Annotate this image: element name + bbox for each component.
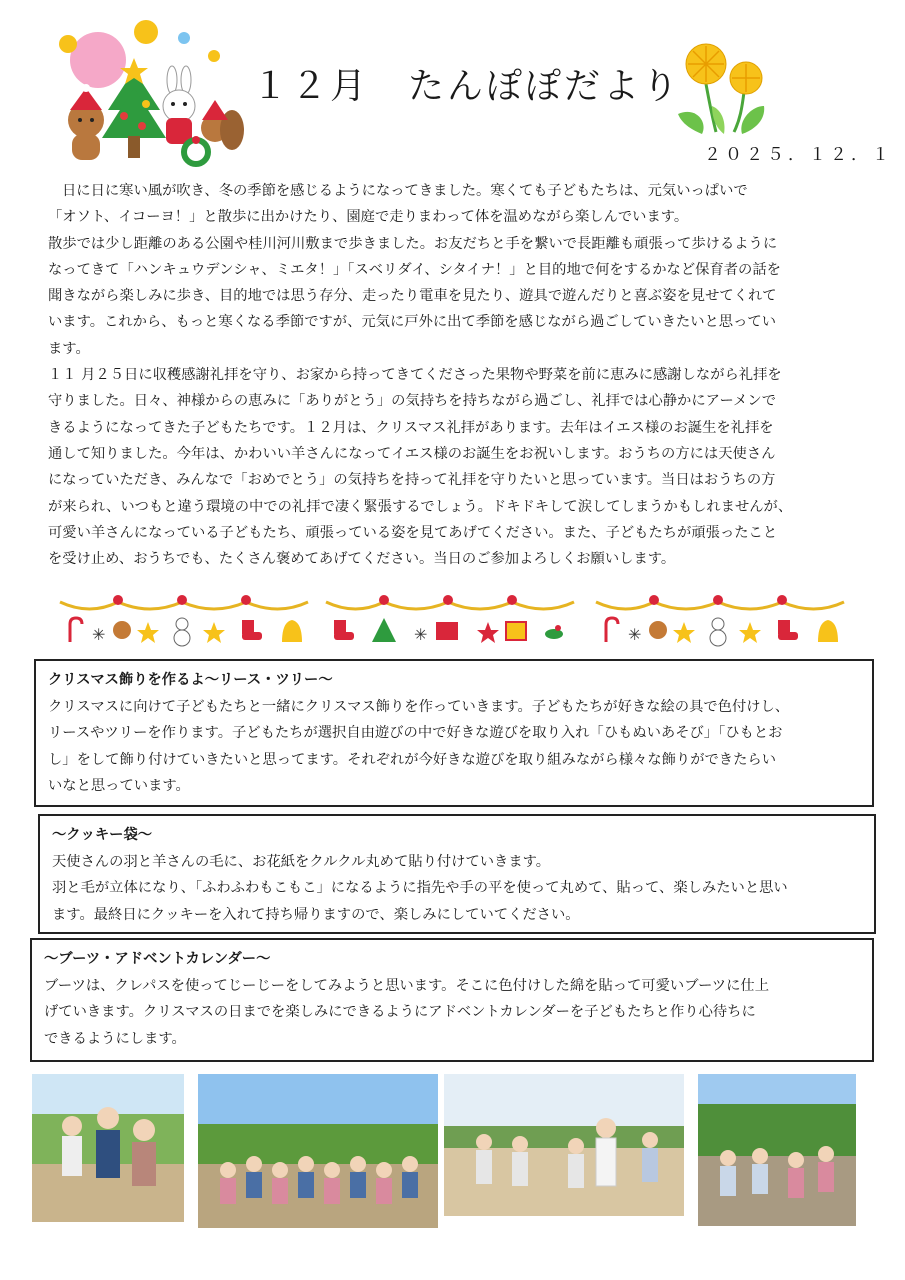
intro-line: 「オソト、イコーヨ！」と散歩に出かけたり、園庭で走りまわって体を温めながら楽しんでいます。 xyxy=(48,209,689,226)
intro-line: います。これから、もっと寒くなる季節ですが、元気に戸外に出て季節を感じながら過ごしていきたいと思ってい xyxy=(48,314,776,331)
star-icon xyxy=(477,622,499,643)
section-line: ブーツは、クレパスを使ってじーじーをしてみようと思います。そこに色付けした綿を貼って可愛いブーツに仕上 xyxy=(44,977,769,994)
star-icon xyxy=(203,622,225,643)
stocking-icon xyxy=(334,620,346,634)
candy-cane-icon xyxy=(70,618,82,642)
intro-line: 通して知りました。今年は、かわいい羊さんになってイエス様のお誕生をお祝いします。おうちの方には天使さん xyxy=(48,445,776,462)
holly-icon xyxy=(545,625,563,639)
intro-line: 守りました。日々、神様からの恵みに「ありがとう」の気持ちを持ちながら過ごし、礼拝では心静かにアーメンで xyxy=(48,393,776,410)
christmas-garland-left xyxy=(56,590,311,650)
photo-children-walking xyxy=(32,1074,184,1222)
intro-line: を受け止め、おうちでも、たくさん褒めてあげてください。当日のご参加よろしくお願いします。 xyxy=(48,551,676,568)
section-cookie-bag xyxy=(38,814,876,934)
candy-cane-icon xyxy=(606,618,618,642)
section-line: クリスマスに向けて子どもたちと一緒にクリスマス飾りを作っていきます。子どもたちが好きな絵の具で色付けし、 xyxy=(48,698,790,715)
snowflake-icon: ✳ xyxy=(414,625,428,644)
christmas-garland-right xyxy=(592,590,847,650)
intro-line: 散歩では少し距離のある公園や桂川河川敷まで歩きました。お友だちと手を繋いで長距離も頑張って歩けるように xyxy=(48,235,778,252)
star-icon xyxy=(137,622,159,643)
section-line: 羽と毛が立体になり、「ふわふわもこもこ」になるように指先や手の平を使って丸めて、貼って、楽しみたいと思い xyxy=(52,880,788,896)
snowman-icon xyxy=(174,618,190,646)
section-title: ～クッキー袋～ xyxy=(52,827,153,843)
intro-line: 聞きながら楽しみに歩き、目的地では思う存分、走ったり電車を見たり、遊具で遊んだりと喜ぶ姿を見せてくれて xyxy=(48,288,777,305)
intro-line: が来られ、いつもと違う環境の中での礼拝で凄く緊張するでしょう。ドキドキして涙してしまうかもしれませんが、 xyxy=(48,498,793,515)
section-boots-advent xyxy=(30,938,874,1062)
photo-riverside xyxy=(698,1074,856,1226)
section-line: いなと思っています。 xyxy=(48,778,190,794)
photo-group-park xyxy=(198,1074,438,1228)
section-line: げていきます。クリスマスの日までを楽しみにできるようにアドベントカレンダーを子どもたちと作り心待ちに xyxy=(44,1004,756,1020)
intro-line: 日に日に寒い風が吹き、冬の季節を感じるようになってきました。寒くても子どもたちは、元気いっぱいで xyxy=(62,183,748,199)
section-line: ます。最終日にクッキーを入れて持ち帰りますので、楽しみにしていてください。 xyxy=(52,906,580,923)
bell-icon xyxy=(282,620,302,642)
stocking-icon xyxy=(242,620,254,634)
christmas-animals-illustration xyxy=(50,18,250,168)
tree-icon xyxy=(372,618,396,642)
intro-line: になっていただき、みんなで「おめでとう」の気持ちを持って礼拝を守りたいと思っています。当日はおうちの方 xyxy=(48,472,776,489)
stocking-icon xyxy=(436,622,458,640)
photo-field-play xyxy=(444,1074,684,1216)
bell-icon xyxy=(818,620,838,642)
section-line: できるようにします。 xyxy=(44,1030,186,1047)
section-line: し」をして飾り付けていきたいと思ってます。それぞれが今好きな遊びを取り組みながら様々な飾りができたらい xyxy=(48,751,776,768)
issue-date: ２０２５．１２．１ xyxy=(704,145,893,165)
intro-line: 可愛い羊さんになっている子どもたち、頑張っている姿を見てあげてください。また、子どもたちが頑張ったこと xyxy=(48,524,778,541)
stocking-icon xyxy=(778,620,790,634)
intro-line: きるようになってきた子どもたちです。１２月は、クリスマス礼拝があります。去年はイエス様のお誕生を礼拝を xyxy=(48,419,774,436)
page-title: １２月 たんぽぽだより xyxy=(252,66,682,107)
snowflake-icon: ✳ xyxy=(628,625,642,644)
section-title: ～ブーツ・アドベントカレンダー～ xyxy=(44,951,271,967)
section-line: リースやツリーを作ります。子どもたちが選択自由遊びの中で好きな遊びを取り入れ「ひもぬいあそび」「ひもとお xyxy=(48,725,783,741)
snowflake-icon: ✳ xyxy=(92,625,106,644)
intro-text xyxy=(48,178,870,572)
star-icon xyxy=(673,622,695,643)
section-wreath-tree xyxy=(34,659,874,807)
intro-line: １１ 月２５日に収穫感謝礼拝を守り、お家から持ってきてくださった果物や野菜を前に恵みに感謝しながら礼拝を xyxy=(48,367,782,384)
intro-line: なってきて「ハンキュウデンシャ、ミエタ！」「スベリダイ、シタイナ！」と目的地で何をするかなど保育者の話を xyxy=(48,261,781,278)
intro-line: ます。 xyxy=(48,340,90,357)
dandelion-illustration xyxy=(672,36,782,136)
star-icon xyxy=(739,622,761,643)
snowman-icon xyxy=(710,618,726,646)
gingerbread-icon xyxy=(113,621,131,639)
gift-icon xyxy=(506,622,526,640)
christmas-garland-middle xyxy=(322,590,577,650)
section-line: 天使さんの羽と羊さんの毛に、お花紙をクルクル丸めて貼り付けていきます。 xyxy=(52,853,551,870)
gingerbread-icon xyxy=(649,621,667,639)
section-title: クリスマス飾りを作るよ～リース・ツリー～ xyxy=(48,672,333,688)
